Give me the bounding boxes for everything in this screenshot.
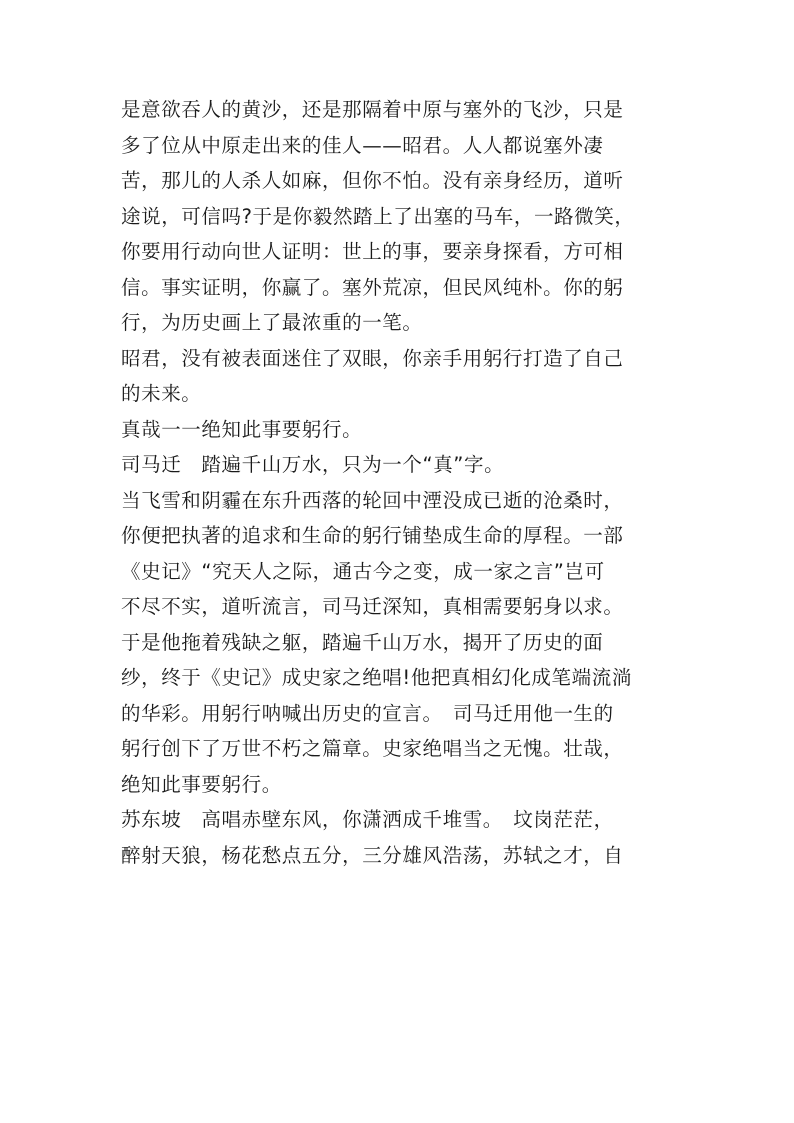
text-line: 于是他拖着残缺之躯，踏遍千山万水，揭开了历史的面 [121, 630, 604, 654]
text-line: 苏东坡 高唱赤壁东风，你潇洒成千堆雪。 坟岗茫茫， [121, 808, 614, 831]
text-line: 醉射天狼，杨花愁点五分，三分雄风浩荡，苏轼之才，自 [121, 843, 624, 867]
text-line: 《史记》“究天人之际，通古今之变，成一家之言”岂可 [121, 559, 605, 583]
text-line: 你要用行动向世人证明：世上的事，要亲身探看，方可相 [121, 240, 624, 263]
text-line: 当飞雪和阴霾在东升西落的轮回中湮没成已逝的沧桑时， [121, 488, 624, 512]
text-line: 昭君，没有被表面迷住了双眼，你亲手用躬行打造了自己 [121, 346, 624, 370]
text-line: 行，为历史画上了最浓重的一笔。 [121, 311, 423, 334]
text-line: 是意欲吞人的黄沙，还是那隔着中原与塞外的飞沙，只是 [121, 98, 624, 121]
text-line: 躬行创下了万世不朽之篇章。史家绝唱当之无愧。壮哉， [121, 737, 624, 760]
text-line: 的未来。 [121, 382, 202, 405]
text-line: 真哉一一绝知此事要躬行。 [121, 417, 363, 441]
text-line: 绝知此事要躬行。 [121, 772, 282, 796]
text-line: 信。事实证明，你赢了。塞外荒凉，但民风纯朴。你的躬 [121, 275, 624, 299]
text-line: 途说，可信吗?于是你毅然踏上了出塞的马车，一路微笑， [121, 204, 635, 228]
text-line: 你便把执著的追求和生命的躬行铺垫成生命的厚程。一部 [121, 524, 624, 547]
essay-body [121, 92, 681, 873]
text-line: 纱，终于《史记》成史家之绝唱!他把真相幻化成笔端流淌 [121, 666, 632, 689]
text-line: 司马迁 踏遍千山万水，只为一个“真”字。 [121, 453, 505, 476]
text-line: 的华彩。用躬行呐喊出历史的宣言。 司马迁用他一生的 [121, 701, 614, 725]
text-line: 不尽不实，道听流言，司马迁深知，真相需要躬身以求。 [121, 595, 624, 618]
text-line: 苦，那儿的人杀人如麻，但你不怕。没有亲身经历，道听 [121, 169, 624, 192]
text-line: 多了位从中原走出来的佳人——昭君。人人都说塞外凄 [121, 133, 604, 157]
